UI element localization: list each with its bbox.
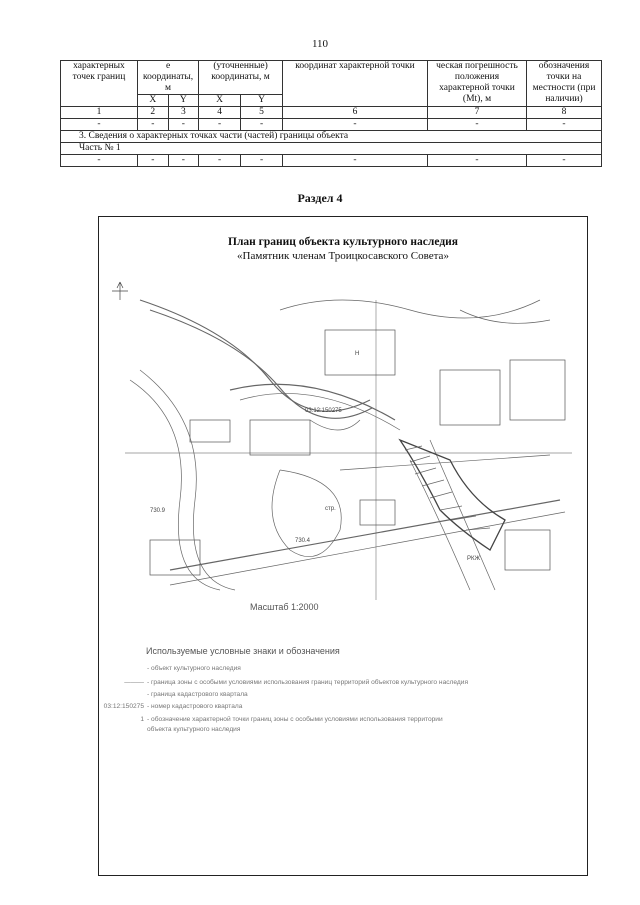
legend-text: - граница зоны с особыми условиями использования границ территорий объектов культурного наследия [147, 679, 469, 686]
legend-text: - номер кадастрового квартала [147, 703, 243, 710]
table-cell: 3 [168, 107, 199, 119]
table-cell: 5 [241, 107, 283, 119]
table-cell: 7 [428, 107, 527, 119]
table-row [61, 143, 602, 155]
legend-item [100, 726, 240, 733]
legend-text: - обозначение характерной точки границ зоны с особыми условиями использования территории [147, 716, 443, 723]
map-labels [150, 351, 480, 562]
legend-item [100, 703, 242, 710]
header-cell: обозначения точки на местности (при наличии) [527, 61, 602, 107]
map-text-str: стр. [325, 506, 336, 512]
table-cell: - [138, 119, 169, 131]
legend-symbol: 1 [140, 716, 144, 723]
cadastral-number-label: 03:12:150275 [305, 408, 342, 414]
legend-title: Используемые условные знаки и обозначения [146, 646, 340, 656]
legend-text: - объект культурного наследия [147, 665, 241, 672]
legend-item [100, 679, 468, 686]
map-text-rkzh: РКЖ [467, 556, 481, 562]
table-cell: - [527, 155, 602, 167]
map-contours [112, 282, 572, 600]
table-row [61, 107, 602, 119]
table-cell: - [428, 119, 527, 131]
table-cell: - [61, 119, 138, 131]
coordinates-table [60, 60, 602, 167]
table-header-row [61, 61, 602, 95]
header-cell: е координаты, м [138, 61, 199, 95]
table-cell: - [61, 155, 138, 167]
legend-text: объекта культурного наследия [147, 726, 241, 733]
cadastral-map [110, 270, 580, 610]
table-cell: - [241, 155, 283, 167]
plan-title: План границ объекта культурного наследия [228, 236, 458, 248]
table-cell: 8 [527, 107, 602, 119]
table-row [61, 119, 602, 131]
section3-heading: 3. Сведения о характерных точках части (частей) границы объекта [61, 131, 602, 143]
table-cell: - [283, 155, 428, 167]
page-number: 110 [311, 38, 329, 50]
table-cell: - [168, 119, 199, 131]
table-cell: 1 [61, 107, 138, 119]
elevation-label: 730.9 [150, 508, 166, 514]
header-cell: X [199, 95, 241, 107]
legend-item [100, 665, 241, 672]
table-cell: 4 [199, 107, 241, 119]
table-cell: - [241, 119, 283, 131]
table-cell: - [199, 119, 241, 131]
legend-text: - граница кадастрового квартала [147, 691, 248, 698]
table-cell: 2 [138, 107, 169, 119]
header-cell: ческая погрешность положения характерной точки (Mt), м [428, 61, 527, 107]
legend-symbol: ——— [124, 679, 144, 686]
header-cell: координат характерной точки [283, 61, 428, 107]
table-cell: - [527, 119, 602, 131]
elevation-label: 730.4 [295, 538, 311, 544]
table-cell: - [428, 155, 527, 167]
header-cell: Y [241, 95, 283, 107]
legend-item [100, 716, 443, 723]
header-cell: (уточненные) координаты, м [199, 61, 283, 95]
table-row [61, 131, 602, 143]
table-cell: - [138, 155, 169, 167]
table-cell: 6 [283, 107, 428, 119]
table-row [61, 155, 602, 167]
legend-item [100, 691, 248, 698]
legend-symbol: 03:12:150275 [103, 703, 144, 710]
header-cell: характерных точек границ [61, 61, 138, 107]
map-text-n: Н [355, 351, 360, 357]
table-cell: - [168, 155, 199, 167]
header-cell: Y [168, 95, 199, 107]
table-cell: - [283, 119, 428, 131]
plan-subtitle: «Памятник членам Троицкосавского Совета» [237, 250, 449, 262]
scale-label: Масштаб 1:2000 [250, 602, 319, 612]
header-cell: X [138, 95, 169, 107]
section-title: Раздел 4 [297, 191, 343, 205]
part-heading: Часть № 1 [61, 143, 602, 155]
table-cell: - [199, 155, 241, 167]
